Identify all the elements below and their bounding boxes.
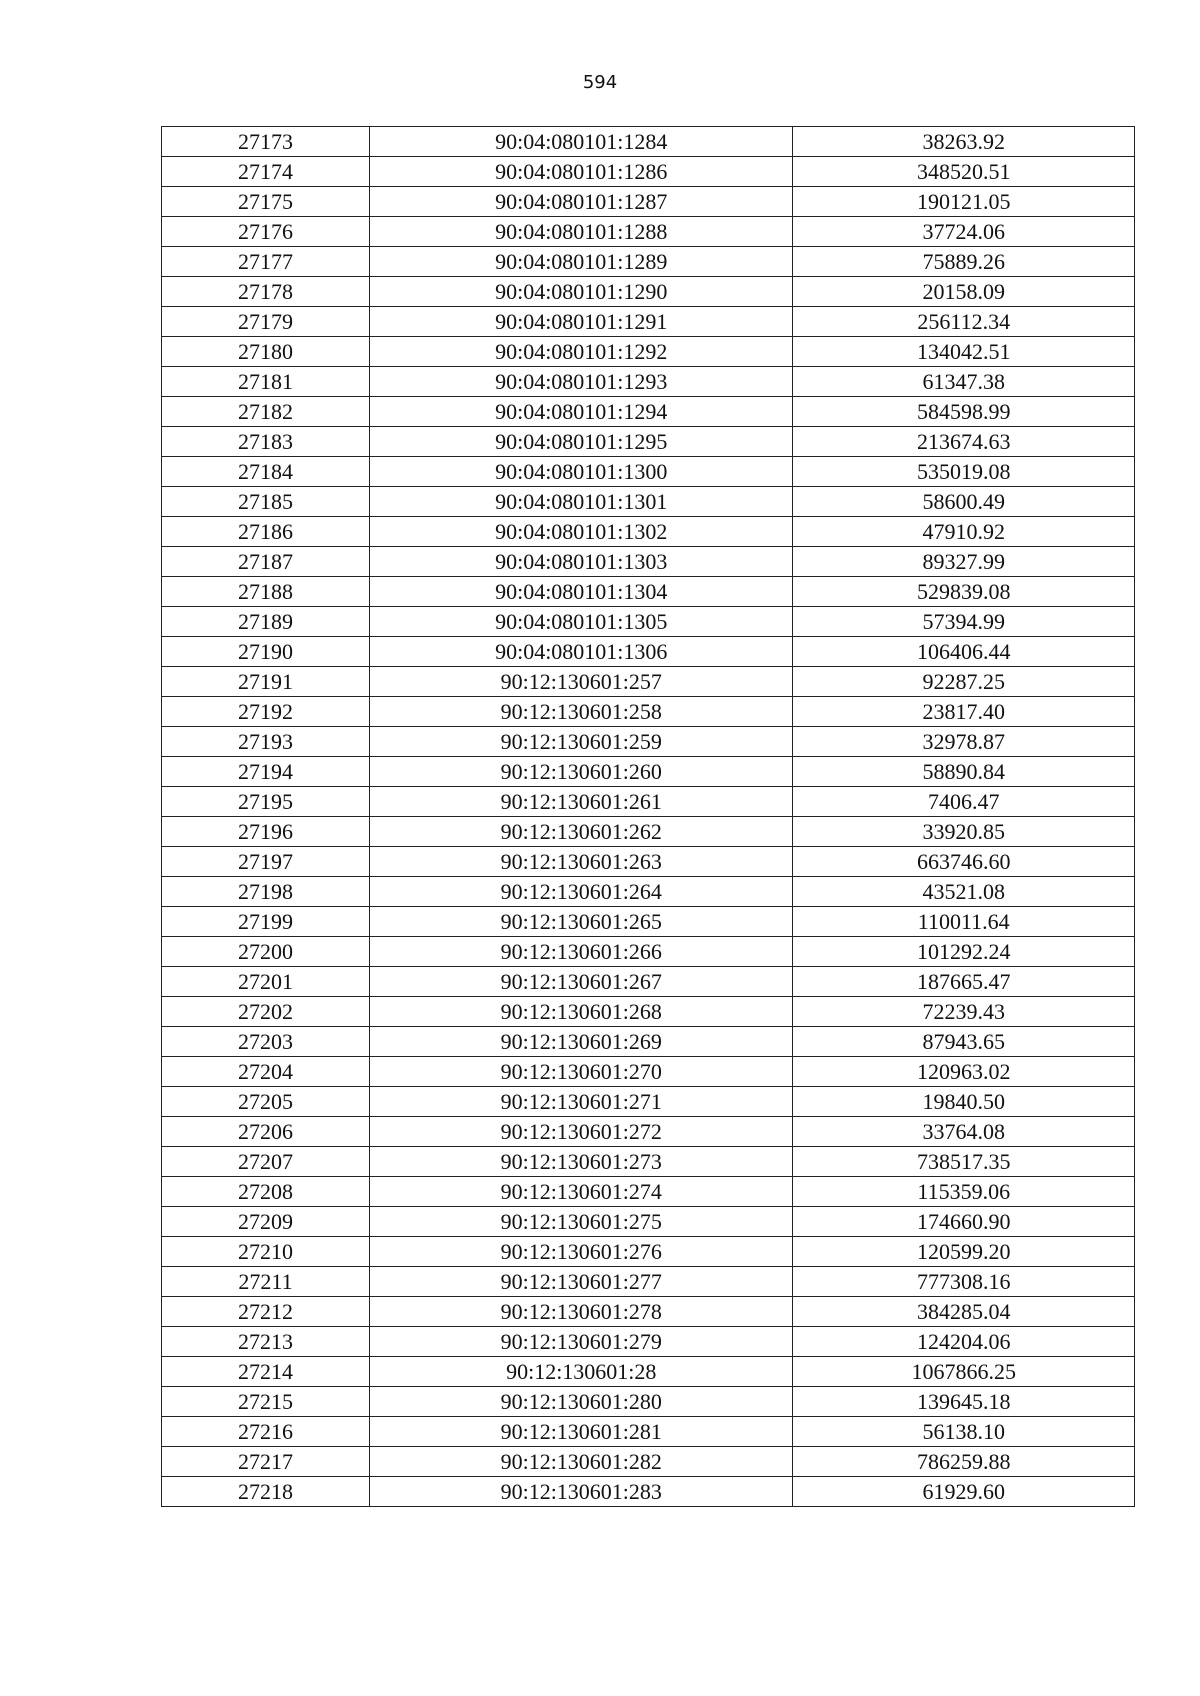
value-cell: 75889.26 [793,247,1135,277]
cadastral-number-cell: 90:12:130601:257 [370,667,793,697]
value-cell: 174660.90 [793,1207,1135,1237]
cadastral-number-cell: 90:04:080101:1284 [370,127,793,157]
value-cell: 529839.08 [793,577,1135,607]
table-row [162,697,1135,727]
value-cell: 58890.84 [793,757,1135,787]
cadastral-number-cell: 90:12:130601:263 [370,847,793,877]
table-row [162,127,1135,157]
record-number-cell: 27179 [162,307,370,337]
record-number-cell: 27218 [162,1477,370,1507]
cadastral-number-cell: 90:04:080101:1294 [370,397,793,427]
table-row [162,577,1135,607]
value-cell: 134042.51 [793,337,1135,367]
table-row [162,997,1135,1027]
value-cell: 20158.09 [793,277,1135,307]
record-number-cell: 27203 [162,1027,370,1057]
cadastral-number-cell: 90:12:130601:282 [370,1447,793,1477]
cadastral-number-cell: 90:04:080101:1287 [370,187,793,217]
table-row [162,607,1135,637]
table-row [162,637,1135,667]
data-table [161,126,1135,1507]
record-number-cell: 27196 [162,817,370,847]
cadastral-number-cell: 90:04:080101:1286 [370,157,793,187]
page-number: 594 [582,72,618,93]
cadastral-number-cell: 90:12:130601:275 [370,1207,793,1237]
value-cell: 124204.06 [793,1327,1135,1357]
record-number-cell: 27216 [162,1417,370,1447]
cadastral-number-cell: 90:04:080101:1288 [370,217,793,247]
table-row [162,1147,1135,1177]
record-number-cell: 27199 [162,907,370,937]
table-row [162,1297,1135,1327]
record-number-cell: 27217 [162,1447,370,1477]
cadastral-number-cell: 90:04:080101:1305 [370,607,793,637]
value-cell: 33920.85 [793,817,1135,847]
table-row [162,667,1135,697]
value-cell: 190121.05 [793,187,1135,217]
table-row [162,937,1135,967]
value-cell: 110011.64 [793,907,1135,937]
value-cell: 384285.04 [793,1297,1135,1327]
cadastral-number-cell: 90:12:130601:266 [370,937,793,967]
value-cell: 348520.51 [793,157,1135,187]
record-number-cell: 27201 [162,967,370,997]
table-row [162,727,1135,757]
value-cell: 47910.92 [793,517,1135,547]
table-row [162,1327,1135,1357]
cadastral-number-cell: 90:12:130601:259 [370,727,793,757]
cadastral-number-cell: 90:12:130601:272 [370,1117,793,1147]
value-cell: 738517.35 [793,1147,1135,1177]
record-number-cell: 27197 [162,847,370,877]
value-cell: 56138.10 [793,1417,1135,1447]
value-cell: 43521.08 [793,877,1135,907]
value-cell: 535019.08 [793,457,1135,487]
table-row [162,1447,1135,1477]
table-row [162,847,1135,877]
record-number-cell: 27181 [162,367,370,397]
value-cell: 777308.16 [793,1267,1135,1297]
value-cell: 7406.47 [793,787,1135,817]
record-number-cell: 27174 [162,157,370,187]
record-number-cell: 27189 [162,607,370,637]
record-number-cell: 27185 [162,487,370,517]
record-number-cell: 27215 [162,1387,370,1417]
cadastral-number-cell: 90:12:130601:28 [370,1357,793,1387]
table-row [162,547,1135,577]
record-number-cell: 27212 [162,1297,370,1327]
value-cell: 61347.38 [793,367,1135,397]
cadastral-number-cell: 90:12:130601:278 [370,1297,793,1327]
record-number-cell: 27195 [162,787,370,817]
table-row [162,967,1135,997]
value-cell: 101292.24 [793,937,1135,967]
record-number-cell: 27214 [162,1357,370,1387]
value-cell: 37724.06 [793,217,1135,247]
cadastral-number-cell: 90:12:130601:274 [370,1177,793,1207]
table-row [162,187,1135,217]
table-row [162,217,1135,247]
record-number-cell: 27210 [162,1237,370,1267]
value-cell: 38263.92 [793,127,1135,157]
record-number-cell: 27191 [162,667,370,697]
record-number-cell: 27198 [162,877,370,907]
cadastral-number-cell: 90:04:080101:1295 [370,427,793,457]
cadastral-number-cell: 90:12:130601:280 [370,1387,793,1417]
table-row [162,1267,1135,1297]
table-row [162,1417,1135,1447]
cadastral-number-cell: 90:04:080101:1303 [370,547,793,577]
table-row [162,367,1135,397]
record-number-cell: 27182 [162,397,370,427]
cadastral-number-cell: 90:12:130601:277 [370,1267,793,1297]
cadastral-number-cell: 90:04:080101:1290 [370,277,793,307]
value-cell: 92287.25 [793,667,1135,697]
cadastral-number-cell: 90:04:080101:1301 [370,487,793,517]
cadastral-number-cell: 90:12:130601:262 [370,817,793,847]
record-number-cell: 27204 [162,1057,370,1087]
table-row [162,1057,1135,1087]
value-cell: 89327.99 [793,547,1135,577]
table-row [162,517,1135,547]
value-cell: 87943.65 [793,1027,1135,1057]
cadastral-number-cell: 90:12:130601:258 [370,697,793,727]
table-row [162,1207,1135,1237]
cadastral-number-cell: 90:12:130601:260 [370,757,793,787]
table-row [162,1477,1135,1507]
table-row [162,1177,1135,1207]
value-cell: 213674.63 [793,427,1135,457]
table-row [162,877,1135,907]
cadastral-number-cell: 90:12:130601:265 [370,907,793,937]
record-number-cell: 27176 [162,217,370,247]
cadastral-number-cell: 90:12:130601:267 [370,967,793,997]
value-cell: 187665.47 [793,967,1135,997]
cadastral-number-cell: 90:04:080101:1300 [370,457,793,487]
value-cell: 1067866.25 [793,1357,1135,1387]
cadastral-number-cell: 90:12:130601:283 [370,1477,793,1507]
value-cell: 72239.43 [793,997,1135,1027]
table-row [162,457,1135,487]
table-row [162,277,1135,307]
record-number-cell: 27184 [162,457,370,487]
table-row [162,1387,1135,1417]
cadastral-number-cell: 90:12:130601:271 [370,1087,793,1117]
record-number-cell: 27178 [162,277,370,307]
cadastral-number-cell: 90:12:130601:276 [370,1237,793,1267]
cadastral-number-cell: 90:12:130601:261 [370,787,793,817]
table-row [162,1237,1135,1267]
value-cell: 256112.34 [793,307,1135,337]
table-row [162,1357,1135,1387]
value-cell: 61929.60 [793,1477,1135,1507]
value-cell: 57394.99 [793,607,1135,637]
table-row [162,337,1135,367]
cadastral-number-cell: 90:12:130601:269 [370,1027,793,1057]
table-body [162,127,1135,1507]
table-row [162,247,1135,277]
value-cell: 106406.44 [793,637,1135,667]
record-number-cell: 27194 [162,757,370,787]
cadastral-number-cell: 90:04:080101:1292 [370,337,793,367]
value-cell: 120963.02 [793,1057,1135,1087]
record-number-cell: 27213 [162,1327,370,1357]
record-number-cell: 27192 [162,697,370,727]
record-number-cell: 27200 [162,937,370,967]
value-cell: 33764.08 [793,1117,1135,1147]
cadastral-number-cell: 90:04:080101:1302 [370,517,793,547]
cadastral-number-cell: 90:12:130601:264 [370,877,793,907]
table-row [162,1087,1135,1117]
record-number-cell: 27177 [162,247,370,277]
value-cell: 139645.18 [793,1387,1135,1417]
table-row [162,307,1135,337]
table-row [162,427,1135,457]
cadastral-number-cell: 90:12:130601:281 [370,1417,793,1447]
table-row [162,1117,1135,1147]
cadastral-number-cell: 90:12:130601:273 [370,1147,793,1177]
value-cell: 32978.87 [793,727,1135,757]
value-cell: 19840.50 [793,1087,1135,1117]
table-row [162,907,1135,937]
table-row [162,787,1135,817]
cadastral-number-cell: 90:04:080101:1289 [370,247,793,277]
cadastral-number-cell: 90:04:080101:1291 [370,307,793,337]
record-number-cell: 27193 [162,727,370,757]
record-number-cell: 27180 [162,337,370,367]
record-number-cell: 27208 [162,1177,370,1207]
table-row [162,1027,1135,1057]
record-number-cell: 27206 [162,1117,370,1147]
record-number-cell: 27207 [162,1147,370,1177]
value-cell: 663746.60 [793,847,1135,877]
record-number-cell: 27183 [162,427,370,457]
table-row [162,487,1135,517]
value-cell: 120599.20 [793,1237,1135,1267]
cadastral-number-cell: 90:04:080101:1304 [370,577,793,607]
cadastral-number-cell: 90:04:080101:1293 [370,367,793,397]
record-number-cell: 27186 [162,517,370,547]
record-number-cell: 27188 [162,577,370,607]
cadastral-number-cell: 90:12:130601:268 [370,997,793,1027]
record-number-cell: 27173 [162,127,370,157]
value-cell: 786259.88 [793,1447,1135,1477]
value-cell: 115359.06 [793,1177,1135,1207]
cadastral-number-cell: 90:04:080101:1306 [370,637,793,667]
value-cell: 58600.49 [793,487,1135,517]
record-number-cell: 27190 [162,637,370,667]
cadastral-number-cell: 90:12:130601:279 [370,1327,793,1357]
record-number-cell: 27187 [162,547,370,577]
record-number-cell: 27175 [162,187,370,217]
table-row [162,397,1135,427]
record-number-cell: 27209 [162,1207,370,1237]
table-row [162,757,1135,787]
record-number-cell: 27205 [162,1087,370,1117]
table-row [162,157,1135,187]
record-number-cell: 27202 [162,997,370,1027]
value-cell: 23817.40 [793,697,1135,727]
table-row [162,817,1135,847]
record-number-cell: 27211 [162,1267,370,1297]
cadastral-number-cell: 90:12:130601:270 [370,1057,793,1087]
value-cell: 584598.99 [793,397,1135,427]
